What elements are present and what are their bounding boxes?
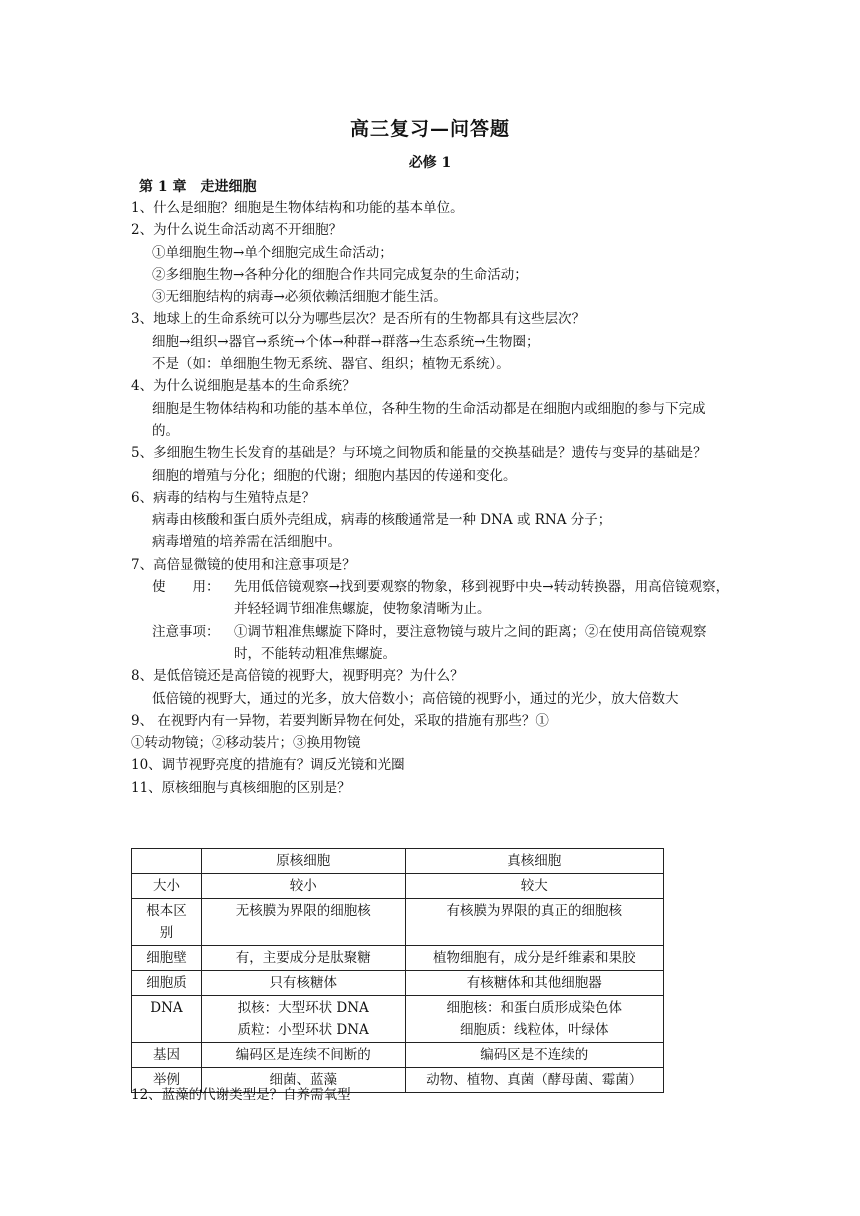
- question-11: 11、原核细胞与真核细胞的区别是？: [131, 779, 351, 796]
- row-label: 细胞质: [132, 971, 202, 996]
- table-header-cell: 真核细胞: [405, 849, 663, 874]
- row-label: DNA: [132, 996, 202, 1043]
- table-row: [132, 899, 664, 946]
- question-7: 7、高倍显微镜的使用和注意事项是？: [131, 556, 356, 573]
- table-row: [132, 996, 664, 1043]
- row-label: 细胞壁: [132, 946, 202, 971]
- answer-9: ①转动物镜；②移动装片；③换用物镜: [131, 735, 361, 752]
- table-cell: 动物、植物、真菌（酵母菌、霉菌）: [405, 1068, 663, 1093]
- table-header-cell: [132, 849, 202, 874]
- question-9: 9、 在视野内有一异物，若要判断异物在何处，采取的措施有那些？①: [131, 712, 549, 729]
- use-label: 使 用：: [152, 579, 220, 596]
- table-cell: 细菌、蓝藻: [201, 1068, 405, 1093]
- question-12: 12、蓝藻的代谢类型是？自养需氧型: [131, 1087, 351, 1103]
- dna-eukaryote-line-1: 细胞核：和蛋白质形成染色体: [446, 1000, 622, 1016]
- question-3: 3、地球上的生命系统可以分为哪些层次？是否所有的生物都具有这些层次？: [131, 311, 586, 328]
- table-header-cell: 原核细胞: [201, 849, 405, 874]
- comparison-table: [131, 848, 664, 1093]
- question-10: 10、调节视野亮度的措施有？调反光镜和光圈: [131, 757, 405, 774]
- row-label: 基因: [132, 1043, 202, 1068]
- row-label: 根本区别: [132, 899, 202, 946]
- question-1: 1、什么是细胞？细胞是生物体结构和功能的基本单位。: [131, 200, 464, 216]
- table-cell: 植物细胞有，成分是纤维素和果胶: [405, 946, 663, 971]
- table-row: [132, 946, 664, 971]
- answer-2-1: ①单细胞生物→单个细胞完成生命活动；: [152, 244, 393, 261]
- table-cell: 有，主要成分是肽聚糖: [201, 946, 405, 971]
- table-header-row: [132, 849, 664, 874]
- answer-6-1: 病毒由核酸和蛋白质外壳组成，病毒的核酸通常是一种 DNA 或 RNA 分子；: [152, 512, 612, 529]
- note-text: ①调节粗准焦螺旋下降时，要注意物镜与玻片之间的距离；②在使用高倍镜观察时，不能转动粗准焦螺旋。: [234, 623, 707, 662]
- dna-prokaryote-line-2: 质粒：小型环状 DNA: [237, 1022, 369, 1038]
- dna-eukaryote-line-2: 细胞质：线粒体，叶绿体: [460, 1022, 609, 1038]
- answer-4: 细胞是生物体结构和功能的基本单位，各种生物的生命活动都是在细胞内或细胞的参与下完成的。: [152, 400, 706, 439]
- question-8: 8、是低倍镜还是高倍镜的视野大，视野明亮？为什么？: [131, 668, 464, 685]
- table-cell: 较小: [201, 874, 405, 899]
- table-cell: [201, 996, 405, 1043]
- answer-3-2: 不是（如：单细胞生物无系统、器官、组织；植物无系统）。: [152, 356, 510, 373]
- table-cell: 编码区是不连续的: [405, 1043, 663, 1068]
- table-cell: 有核膜为界限的真正的细胞核: [405, 899, 663, 946]
- page-subtitle: 必修 1: [408, 155, 452, 171]
- row-label: 大小: [132, 874, 202, 899]
- table-cell: [405, 996, 663, 1043]
- answer-8: 低倍镜的视野大，通过的光多，放大倍数小；高倍镜的视野小，通过的光少，放大倍数大: [152, 690, 679, 707]
- qa-content: [131, 197, 731, 799]
- page-title: 高三复习—问答题: [349, 118, 510, 140]
- question-4: 4、为什么说细胞是基本的生命系统？: [131, 378, 356, 395]
- row-label: 举例: [132, 1068, 202, 1093]
- answer-3-1: 细胞→组织→器官→系统→个体→种群→群落→生态系统→生物圈；: [152, 333, 540, 350]
- table-row: [132, 971, 664, 996]
- question-5: 5、多细胞生物生长发育的基础是？与环境之间物质和能量的交换基础是？遗传与变异的基础是？: [131, 445, 707, 462]
- note-label: 注意事项：: [152, 623, 220, 640]
- table-cell: 较大: [405, 874, 663, 899]
- use-text: 先用低倍镜观察→找到要观察的物象，移到视野中央→转动转换器，用高倍镜观察，并轻轻调节细准焦螺旋，使物象清晰为止。: [234, 579, 730, 618]
- dna-prokaryote-line-1: 拟核：大型环状 DNA: [237, 1000, 369, 1016]
- answer-7-note: [131, 621, 731, 666]
- table-cell: 无核膜为界限的细胞核: [201, 899, 405, 946]
- table-cell: 有核糖体和其他细胞器: [405, 971, 663, 996]
- answer-5: 细胞的增殖与分化；细胞的代谢；细胞内基因的传递和变化。: [152, 467, 517, 484]
- table-cell: 只有核糖体: [201, 971, 405, 996]
- answer-2-3: ③无细胞结构的病毒→必须依赖活细胞才能生活。: [152, 289, 447, 306]
- table-row: [132, 874, 664, 899]
- answer-7-use: [131, 576, 731, 621]
- question-6: 6、病毒的结构与生殖特点是？: [131, 489, 316, 506]
- chapter-heading: 第 1 章 走进细胞: [139, 179, 257, 195]
- question-2: 2、为什么说生命活动离不开细胞？: [131, 222, 343, 239]
- table-cell: 编码区是连续不间断的: [201, 1043, 405, 1068]
- answer-2-2: ②多细胞生物→各种分化的细胞合作共同完成复杂的生命活动；: [152, 266, 528, 283]
- answer-6-2: 病毒增殖的培养需在活细胞中。: [152, 534, 341, 551]
- table-row: [132, 1043, 664, 1068]
